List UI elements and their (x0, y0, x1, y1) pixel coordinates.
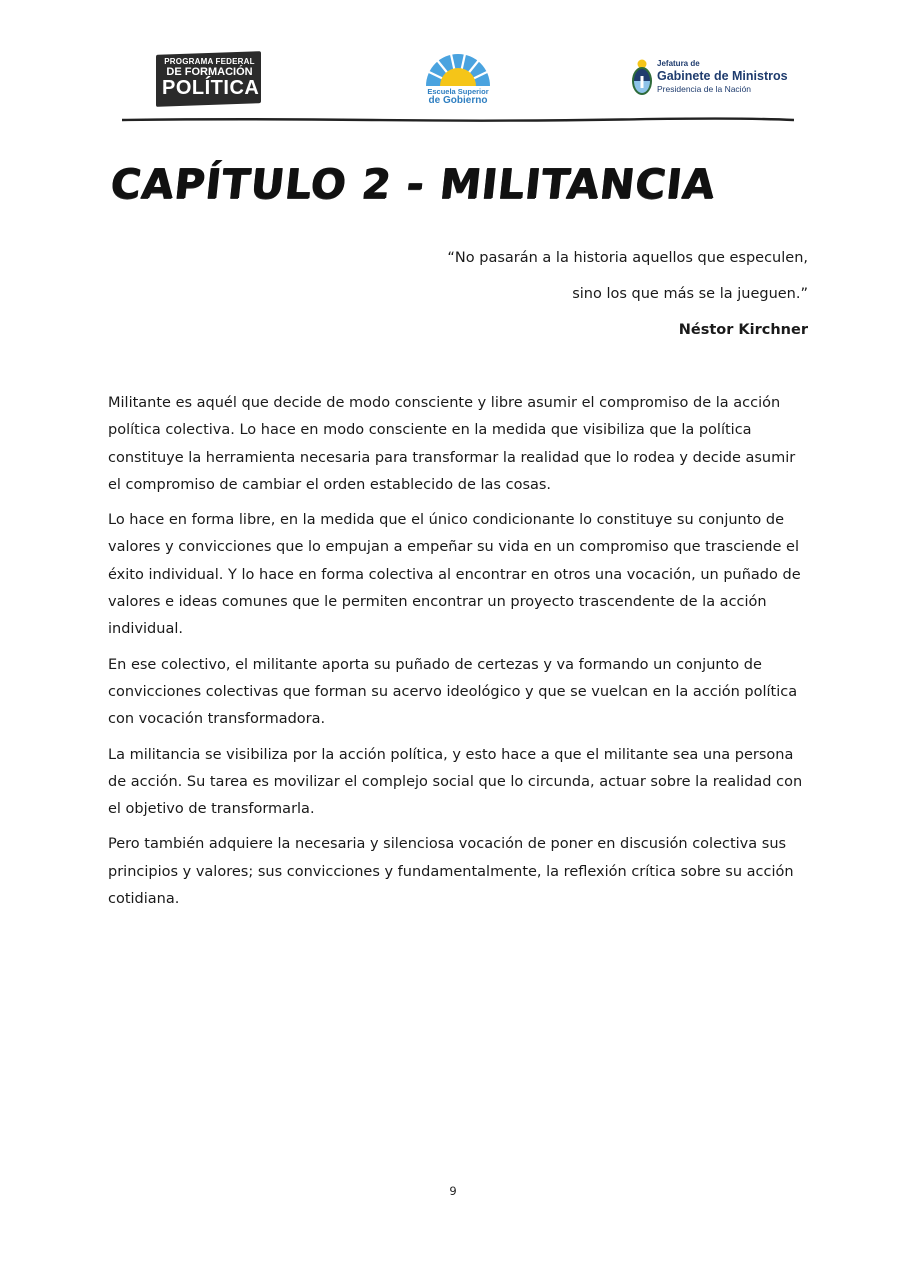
paragraph: La militancia se visibiliza por la acción política, y esto hace a que el militante sea una persona de acción. Su tarea es movilizar el complejo social que lo circunda, actuar sobre la realidad con el objetivo de transformarla. (108, 746, 803, 818)
paragraph: Pero también adquiere la necesaria y silenciosa vocación de poner en discusión colectiva sus principios y valores; sus convicciones y fundamentalmente, la reflexión crítica sobre su acción cotidiana. (108, 836, 794, 908)
escuela-line-2: de Gobierno (428, 95, 488, 106)
logo-line-3: POLÍTICA (162, 77, 260, 99)
sun-emblem-icon (423, 52, 493, 88)
header-divider (122, 117, 794, 123)
quote-line-2: sino los que más se la jueguen.” (572, 286, 808, 302)
paragraph: Lo hace en forma libre, en la medida que el único condicionante lo constituye su conjunto de valores y convicciones que lo empujan a empeñar su vida en un compromiso que trasciende el éxito individual. Y lo hace en forma colectiva al encontrar en otros una vocación, un puñado de valores e ideas comunes que le permiten encontrar un proyecto trascendente de la acción individual. (108, 512, 801, 638)
paragraph: En ese colectivo, el militante aporta su puñado de certezas y va formando un conjunto de convicciones colectivas que forman su acervo ideológico y que se vuelcan en la acción política con vocación transformadora. (108, 656, 798, 728)
quote-author: Néstor Kirchner (678, 322, 808, 338)
epigraph-quote (447, 246, 808, 342)
escuela-line-1: Escuela Superior (427, 87, 489, 96)
coat-of-arms-icon (630, 58, 654, 98)
escuela-superior-logo (418, 52, 498, 110)
jefatura-line-2: Gabinete de Ministros (657, 69, 788, 83)
quote-line-1: “No pasarán a la historia aquellos que especulen, (447, 250, 808, 266)
logo-line-2: DE FORMACIÓN (166, 66, 253, 78)
jefatura-line-3: Presidencia de la Nación (657, 84, 752, 94)
chapter-title: CAPÍTULO 2 - MILITANCIA (108, 160, 718, 208)
jefatura-gabinete-logo (630, 58, 788, 100)
body-text (108, 390, 808, 921)
jefatura-line-1: Jefatura de (657, 59, 700, 68)
logo-line-1: PROGRAMA FEDERAL (164, 57, 255, 66)
page-number: 9 (449, 1184, 457, 1198)
paragraph: Militante es aquél que decide de modo consciente y libre asumir el compromiso de la acción política colectiva. Lo hace en modo consciente en la medida que visibiliza que la política constituye la herramienta necesaria para transformar la realidad que lo rodea y decide asumir el compromiso de cambiar el orden establecido de las cosas. (108, 395, 796, 493)
programa-federal-logo (156, 53, 261, 105)
